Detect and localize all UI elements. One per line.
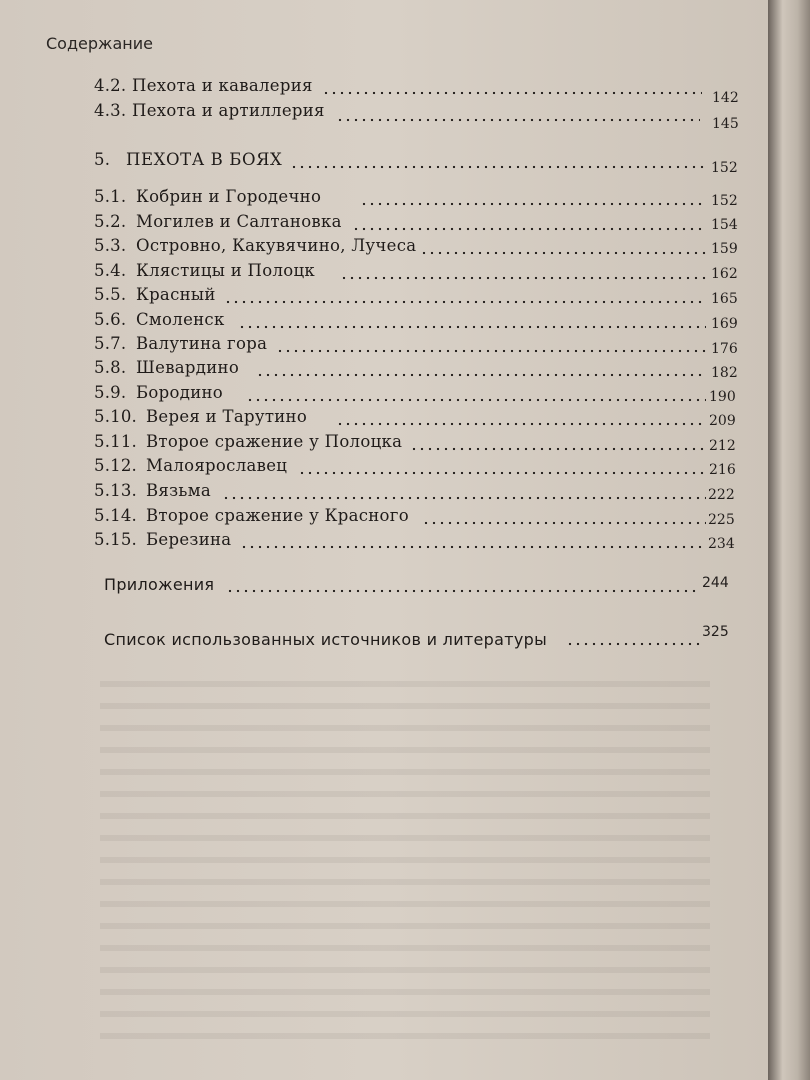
page-number: 234 — [708, 536, 735, 552]
entry-title: ПЕХОТА В БОЯХ — [126, 150, 283, 169]
entry-title: Шевардино — [136, 358, 240, 377]
leader-dots — [298, 471, 706, 475]
page-number: 165 — [711, 291, 738, 307]
entry-number: 4.3. — [94, 101, 127, 120]
leader-dots — [238, 325, 706, 329]
page-number: 222 — [708, 487, 735, 503]
toc-entry — [0, 506, 768, 528]
leader-dots — [566, 642, 700, 646]
toc-appendix-entry — [0, 575, 768, 597]
leader-dots — [240, 545, 706, 549]
page-number: 169 — [711, 316, 738, 332]
entry-title: Малоярославец — [146, 456, 288, 475]
entry-number: 5.3. — [94, 236, 127, 255]
leader-dots — [224, 300, 706, 304]
entry-number: 5.5. — [94, 285, 127, 304]
page-number: 162 — [711, 266, 738, 282]
entry-number: 5.13. — [94, 481, 137, 500]
entry-title: Смоленск — [136, 310, 225, 329]
leader-dots — [246, 398, 706, 402]
entry-title: Бородино — [136, 383, 224, 402]
entry-number: 5.10. — [94, 407, 137, 426]
page-number: 209 — [709, 413, 736, 429]
entry-title: Пехота и артиллерия — [132, 101, 325, 120]
toc-entry — [0, 456, 768, 478]
entry-title: Второе сражение у Полоцка — [146, 432, 403, 451]
leader-dots — [336, 422, 706, 426]
leader-dots — [256, 373, 706, 377]
entry-number: 5.15. — [94, 530, 137, 549]
toc-entry — [0, 187, 768, 209]
toc-entry — [0, 530, 768, 552]
toc-entry — [0, 310, 768, 332]
leader-dots — [226, 589, 696, 593]
toc-entry — [0, 236, 768, 258]
toc-entry — [0, 261, 768, 283]
toc-entry — [0, 407, 768, 429]
page-number: 176 — [711, 341, 738, 357]
entry-title: Могилев и Салтановка — [136, 212, 342, 231]
entry-title: Клястицы и Полоцк — [136, 261, 316, 280]
entry-title: Второе сражение у Красного — [146, 506, 409, 525]
entry-number: 5.4. — [94, 261, 127, 280]
leader-dots — [352, 227, 706, 231]
entry-number: 4.2. — [94, 76, 127, 95]
leader-dots — [420, 251, 706, 255]
toc-entry — [0, 76, 768, 106]
entry-number: 5.9. — [94, 383, 127, 402]
leader-dots — [322, 91, 702, 95]
toc-entry — [0, 212, 768, 234]
toc-entry — [0, 101, 768, 132]
toc-entry — [0, 432, 768, 454]
toc-chapter-entry — [0, 150, 768, 176]
leader-dots — [340, 276, 706, 280]
page-number: 182 — [711, 365, 738, 381]
entry-title: Валутина гора — [136, 334, 268, 353]
entry-title: Красный — [136, 285, 216, 304]
toc-entry — [0, 334, 768, 356]
entry-title: Список использованных источников и литературы — [104, 630, 548, 649]
leader-dots — [290, 165, 706, 169]
leader-dots — [336, 118, 700, 122]
entry-number: 5.11. — [94, 432, 137, 451]
page-number: 154 — [711, 217, 738, 233]
toc-entry — [0, 285, 768, 307]
entry-title: Приложения — [104, 575, 215, 594]
page-edge — [768, 0, 810, 1080]
page-number: 244 — [702, 575, 729, 591]
bleed-through-text — [100, 665, 710, 1045]
entry-title: Березина — [146, 530, 232, 549]
entry-number: 5.1. — [94, 187, 127, 206]
entry-title: Пехота и кавалерия — [132, 76, 313, 95]
entry-number: 5.8. — [94, 358, 127, 377]
entry-title: Верея и Тарутино — [146, 407, 308, 426]
entry-number: 5.2. — [94, 212, 127, 231]
page-number: 225 — [708, 512, 735, 528]
toc-entry — [0, 383, 768, 405]
toc-entry — [0, 358, 768, 380]
page-number: 152 — [711, 193, 738, 209]
leader-dots — [422, 521, 706, 525]
page-number: 212 — [709, 438, 736, 454]
leader-dots — [222, 496, 706, 500]
entry-number: 5.7. — [94, 334, 127, 353]
leader-dots — [410, 447, 706, 451]
entry-title: Островно, Какувячино, Лучеса — [136, 236, 417, 255]
entry-number: 5.6. — [94, 310, 127, 329]
entry-number: 5.14. — [94, 506, 137, 525]
page-number: 152 — [711, 160, 738, 176]
toc-bibliography-entry — [0, 624, 768, 652]
page-number: 159 — [711, 241, 738, 257]
leader-dots — [276, 349, 706, 353]
entry-title: Вязьма — [146, 481, 211, 500]
entry-number: 5.12. — [94, 456, 137, 475]
page-number: 216 — [709, 462, 736, 478]
page-number: 325 — [702, 624, 729, 640]
toc-entry — [0, 481, 768, 503]
page-number: 142 — [712, 90, 739, 106]
page-number: 145 — [712, 116, 739, 132]
page-number: 190 — [709, 389, 736, 405]
entry-number: 5. — [94, 150, 111, 169]
entry-title: Кобрин и Городечно — [136, 187, 322, 206]
running-header: Содержание — [46, 34, 153, 53]
leader-dots — [360, 202, 706, 206]
